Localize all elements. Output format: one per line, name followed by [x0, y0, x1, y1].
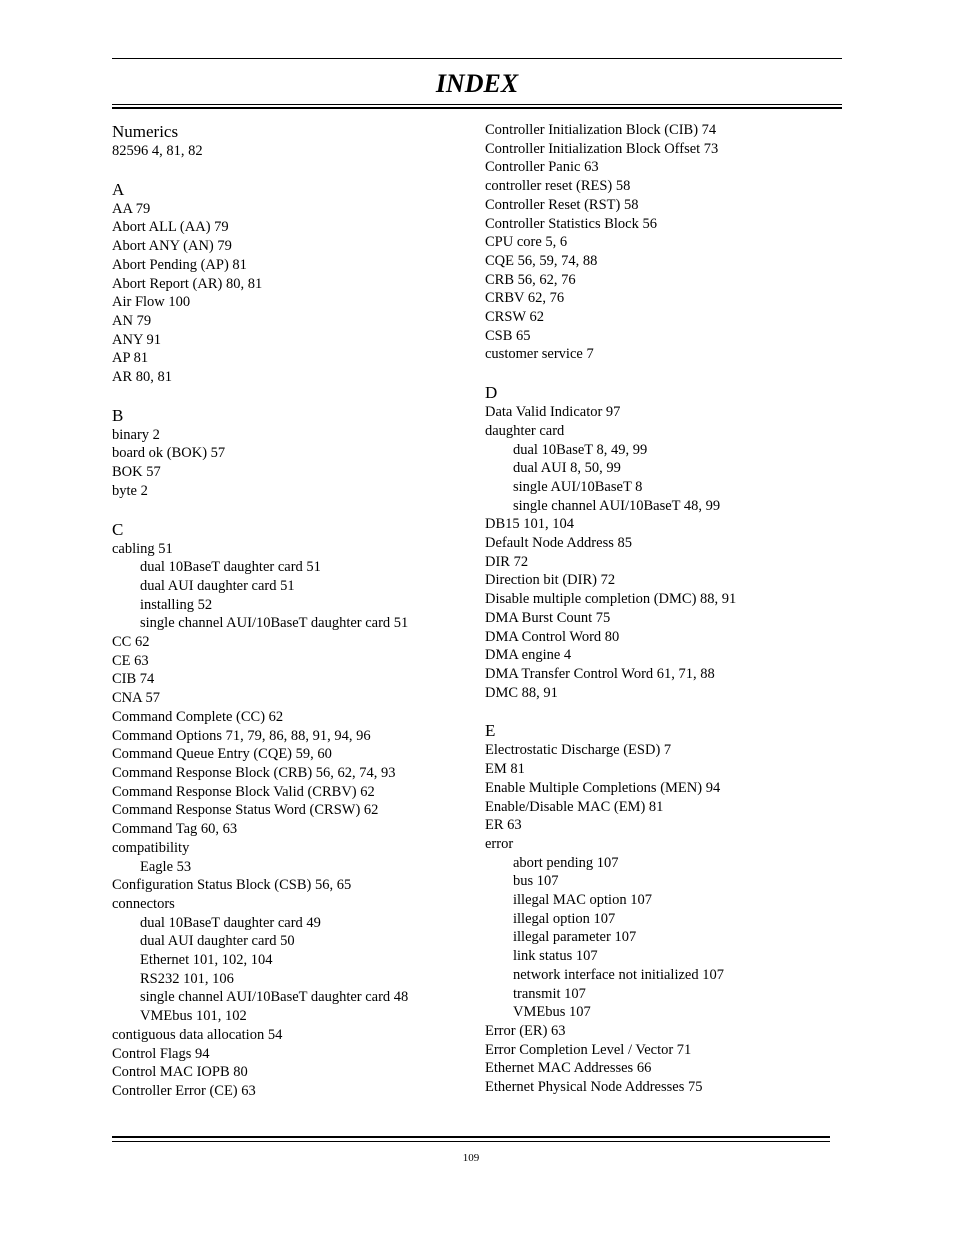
index-entry: Ethernet MAC Addresses 66	[485, 1060, 652, 1077]
index-subentry: illegal MAC option 107	[513, 892, 652, 909]
index-subentry: dual 10BaseT daughter card 49	[140, 914, 321, 931]
index-entry: Data Valid Indicator 97	[485, 404, 621, 421]
index-entry: Controller Panic 63	[485, 159, 599, 176]
index-subentry: abort pending 107	[513, 854, 619, 871]
index-entry: ANY 91	[112, 331, 162, 348]
index-subentry: single channel AUI/10BaseT daughter card 48	[140, 989, 409, 1006]
index-entry: binary 2	[112, 426, 160, 443]
index-subentry: VMEbus 101, 102	[140, 1008, 247, 1025]
index-entry: connectors	[112, 895, 175, 912]
index-entry: Controller Initialization Block (CIB) 74	[485, 122, 717, 138]
index-subentry: dual AUI 8, 50, 99	[513, 460, 621, 477]
index-entry: Air Flow 100	[112, 294, 191, 311]
index-entry: CRB 56, 62, 76	[485, 271, 576, 288]
index-entry: contiguous data allocation 54	[112, 1026, 283, 1043]
index-section	[485, 121, 845, 364]
index-entry: board ok (BOK) 57	[112, 445, 226, 462]
index-subentry: illegal option 107	[513, 910, 616, 927]
index-entry: Command Response Block (CRB) 56, 62, 74, 93	[112, 764, 396, 781]
index-entry: CRBV 62, 76	[485, 290, 565, 307]
index-entry: CC 62	[112, 634, 150, 651]
section-heading: C	[112, 519, 124, 539]
index-subentry: illegal parameter 107	[513, 929, 637, 946]
index-section	[112, 121, 472, 161]
section-heading: B	[112, 405, 124, 425]
index-entry: Error (ER) 63	[485, 1022, 566, 1039]
index-subentry: Ethernet 101, 102, 104	[140, 952, 273, 969]
index-entry: Abort ANY (AN) 79	[112, 238, 232, 255]
index-entry: Control MAC IOPB 80	[112, 1064, 248, 1081]
index-entry: Controller Error (CE) 63	[112, 1082, 256, 1099]
index-entry: error	[485, 835, 514, 852]
index-entry: cabling 51	[112, 540, 173, 557]
index-entry: Command Options 71, 79, 86, 88, 91, 94, 96	[112, 727, 371, 744]
index-subentry: dual AUI daughter card 50	[140, 933, 295, 950]
index-section	[485, 720, 845, 1096]
section-heading: D	[485, 383, 498, 403]
title-underline-thin	[112, 104, 842, 105]
index-entry: AP 81	[112, 350, 149, 367]
index-subentry: single channel AUI/10BaseT daughter card 51	[140, 615, 409, 632]
index-entry: DIR 72	[485, 553, 529, 570]
index-section	[112, 519, 472, 1101]
index-entry: CQE 56, 59, 74, 88	[485, 252, 598, 269]
index-entry: AN 79	[112, 312, 152, 329]
section-heading: Numerics	[112, 122, 179, 141]
footer-rule-thin	[112, 1141, 830, 1142]
index-entry: CSB 65	[485, 327, 531, 344]
index-entry: daughter card	[485, 422, 565, 439]
index-entry: Abort ALL (AA) 79	[112, 219, 229, 236]
index-entry: CPU core 5, 6	[485, 234, 568, 251]
index-entry: customer service 7	[485, 346, 594, 363]
index-entry: DMA Transfer Control Word 61, 71, 88	[485, 665, 715, 682]
index-entry: Controller Initialization Block Offset 73	[485, 140, 719, 157]
index-subentry: Eagle 53	[140, 858, 192, 875]
index-entry: compatibility	[112, 839, 190, 856]
index-entry: Ethernet Physical Node Addresses 75	[485, 1079, 703, 1096]
index-entry: AA 79	[112, 200, 151, 217]
index-column-left	[112, 121, 472, 1101]
index-entry: Enable Multiple Completions (MEN) 94	[485, 779, 721, 796]
index-entry: Command Complete (CC) 62	[112, 708, 284, 725]
index-entry: Abort Report (AR) 80, 81	[112, 275, 263, 292]
index-subentry: single channel AUI/10BaseT 48, 99	[513, 497, 721, 514]
index-entry: Controller Statistics Block 56	[485, 215, 657, 232]
index-entry: Configuration Status Block (CSB) 56, 65	[112, 877, 352, 894]
index-entry: CNA 57	[112, 690, 160, 707]
index-subentry: link status 107	[513, 948, 598, 965]
index-subentry: dual 10BaseT 8, 49, 99	[513, 441, 648, 458]
index-entry: Command Queue Entry (CQE) 59, 60	[112, 746, 332, 763]
index-section	[112, 405, 472, 501]
index-entry: ER 63	[485, 817, 522, 834]
index-entry: DB15 101, 104	[485, 516, 575, 533]
index-subentry: VMEbus 107	[513, 1004, 591, 1021]
index-entry: DMA engine 4	[485, 647, 572, 664]
index-subentry: transmit 107	[513, 985, 586, 1002]
index-entry: Error Completion Level / Vector 71	[485, 1041, 692, 1058]
index-entry: Abort Pending (AP) 81	[112, 256, 247, 273]
index-entry: Command Response Block Valid (CRBV) 62	[112, 783, 375, 800]
index-entry: Disable multiple completion (DMC) 88, 91	[485, 591, 737, 608]
index-entry: byte 2	[112, 482, 148, 499]
index-subentry: installing 52	[140, 596, 213, 613]
title-underline-thick	[112, 107, 842, 109]
index-subentry: single AUI/10BaseT 8	[513, 478, 643, 495]
index-entry: Electrostatic Discharge (ESD) 7	[485, 742, 672, 759]
index-entry: 82596 4, 81, 82	[112, 143, 203, 159]
index-entry: Enable/Disable MAC (EM) 81	[485, 798, 664, 815]
index-subentry: dual AUI daughter card 51	[140, 577, 295, 594]
index-entry: CIB 74	[112, 671, 155, 688]
index-column-right	[485, 121, 845, 1097]
index-subentry: dual 10BaseT daughter card 51	[140, 559, 321, 576]
index-entry: CE 63	[112, 652, 149, 669]
index-subentry: RS232 101, 106	[140, 970, 234, 987]
section-heading: E	[485, 721, 496, 741]
index-entry: DMA Control Word 80	[485, 628, 620, 645]
index-entry: Direction bit (DIR) 72	[485, 572, 616, 589]
index-entry: CRSW 62	[485, 309, 544, 326]
index-section	[485, 382, 845, 702]
index-entry: Command Response Status Word (CRSW) 62	[112, 802, 379, 819]
index-entry: Default Node Address 85	[485, 535, 632, 552]
index-entry: AR 80, 81	[112, 369, 173, 386]
index-subentry: bus 107	[513, 873, 559, 890]
index-entry: Controller Reset (RST) 58	[485, 196, 639, 213]
index-entry: DMC 88, 91	[485, 684, 558, 701]
index-section	[112, 179, 472, 387]
index-subentry: network interface not initialized 107	[513, 966, 724, 983]
index-entry: EM 81	[485, 761, 525, 778]
top-rule-thin	[112, 58, 842, 59]
index-entry: Control Flags 94	[112, 1045, 210, 1062]
index-entry: controller reset (RES) 58	[485, 178, 631, 195]
footer-rule-thick	[112, 1136, 830, 1138]
page-number: 109	[462, 1152, 480, 1164]
index-entry: Command Tag 60, 63	[112, 821, 238, 838]
index-entry: DMA Burst Count 75	[485, 609, 611, 626]
section-heading: A	[112, 179, 125, 199]
page-title: INDEX	[435, 69, 519, 98]
index-entry: BOK 57	[112, 464, 161, 481]
